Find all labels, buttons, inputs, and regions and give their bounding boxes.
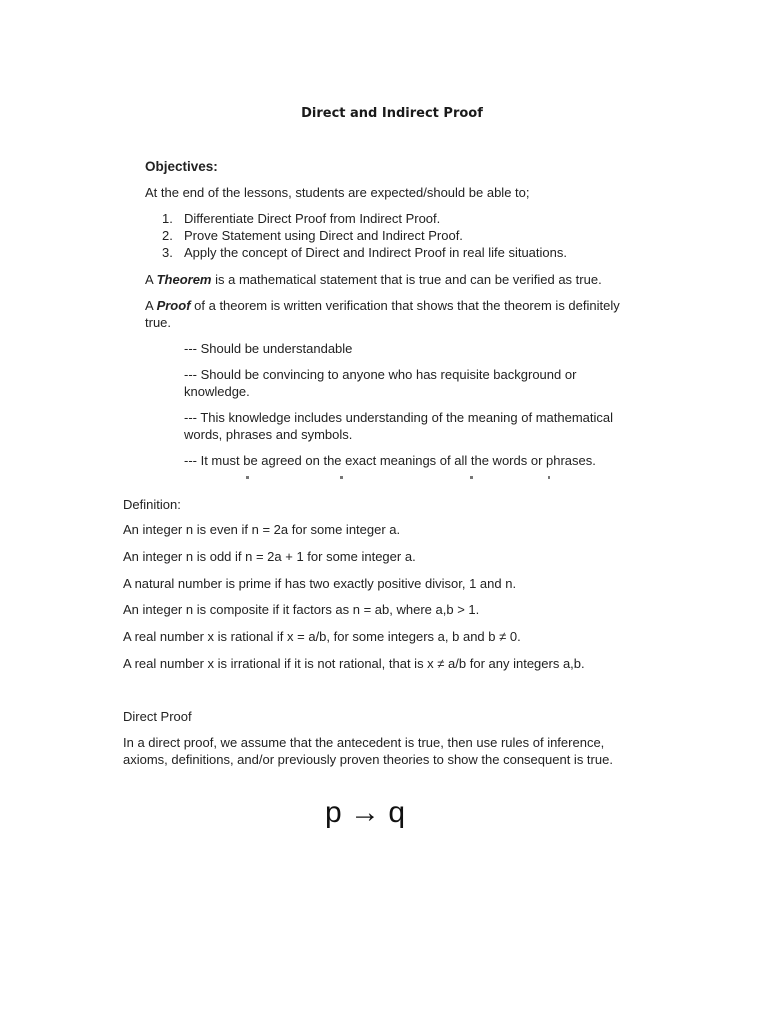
objective-item-1 <box>162 211 440 226</box>
theorem-term: Theorem <box>156 272 212 287</box>
direct-proof-heading: Direct Proof <box>123 709 192 724</box>
proof-term: Proof <box>156 298 191 313</box>
definition-irrational: A real number x is irrational if it is not rational, that is x ≠ a/b for any integers a,b. <box>123 656 585 671</box>
objective-item-3 <box>162 245 567 260</box>
definition-even: An integer n is even if n = 2a for some integer a. <box>123 522 401 537</box>
objective-number: 3. <box>162 245 173 260</box>
objective-text: Prove Statement using Direct and Indirect Proof. <box>184 228 463 243</box>
page-cut-artifact <box>150 476 550 480</box>
proof-point-4: --- It must be agreed on the exact meanings of all the words or phrases. <box>184 453 596 468</box>
objective-number: 1. <box>162 211 173 226</box>
proof-point-3: --- This knowledge includes understanding of the meaning of mathematical words, phrases and symbols. <box>184 410 613 442</box>
implication-formula: p → q <box>324 796 406 829</box>
definition-heading: Definition: <box>123 497 181 512</box>
theorem-prefix: A <box>145 272 157 287</box>
definition-odd: An integer n is odd if n = 2a + 1 for some integer a. <box>123 549 416 564</box>
objectives-intro: At the end of the lessons, students are expected/should be able to; <box>145 185 530 200</box>
theorem-text: is a mathematical statement that is true and can be verified as true. <box>211 272 602 287</box>
proof-point-1: --- Should be understandable <box>184 341 353 356</box>
objective-item-2 <box>162 228 463 243</box>
direct-proof-body: In a direct proof, we assume that the antecedent is true, then use rules of inference, axioms, definitions, and/or previously proven theories to show the consequent is true. <box>123 735 613 767</box>
proof-definition <box>145 297 645 331</box>
theorem-definition <box>145 271 645 288</box>
definition-prime: A natural number is prime if has two exactly positive divisor, 1 and n. <box>123 576 517 591</box>
proof-prefix: A <box>145 298 157 313</box>
objective-text: Apply the concept of Direct and Indirect Proof in real life situations. <box>184 245 567 260</box>
document-title: Direct and Indirect Proof <box>301 106 483 121</box>
proof-point-2: --- Should be convincing to anyone who has requisite background or knowledge. <box>184 367 577 399</box>
objectives-heading: Objectives: <box>145 159 218 174</box>
definition-rational: A real number x is rational if x = a/b, for some integers a, b and b ≠ 0. <box>123 629 521 644</box>
proof-text: of a theorem is written verification that shows that the theorem is definitely true. <box>145 298 620 330</box>
objective-number: 2. <box>162 228 173 243</box>
definition-composite: An integer n is composite if it factors as n = ab, where a,b > 1. <box>123 602 480 617</box>
objective-text: Differentiate Direct Proof from Indirect Proof. <box>184 211 441 226</box>
